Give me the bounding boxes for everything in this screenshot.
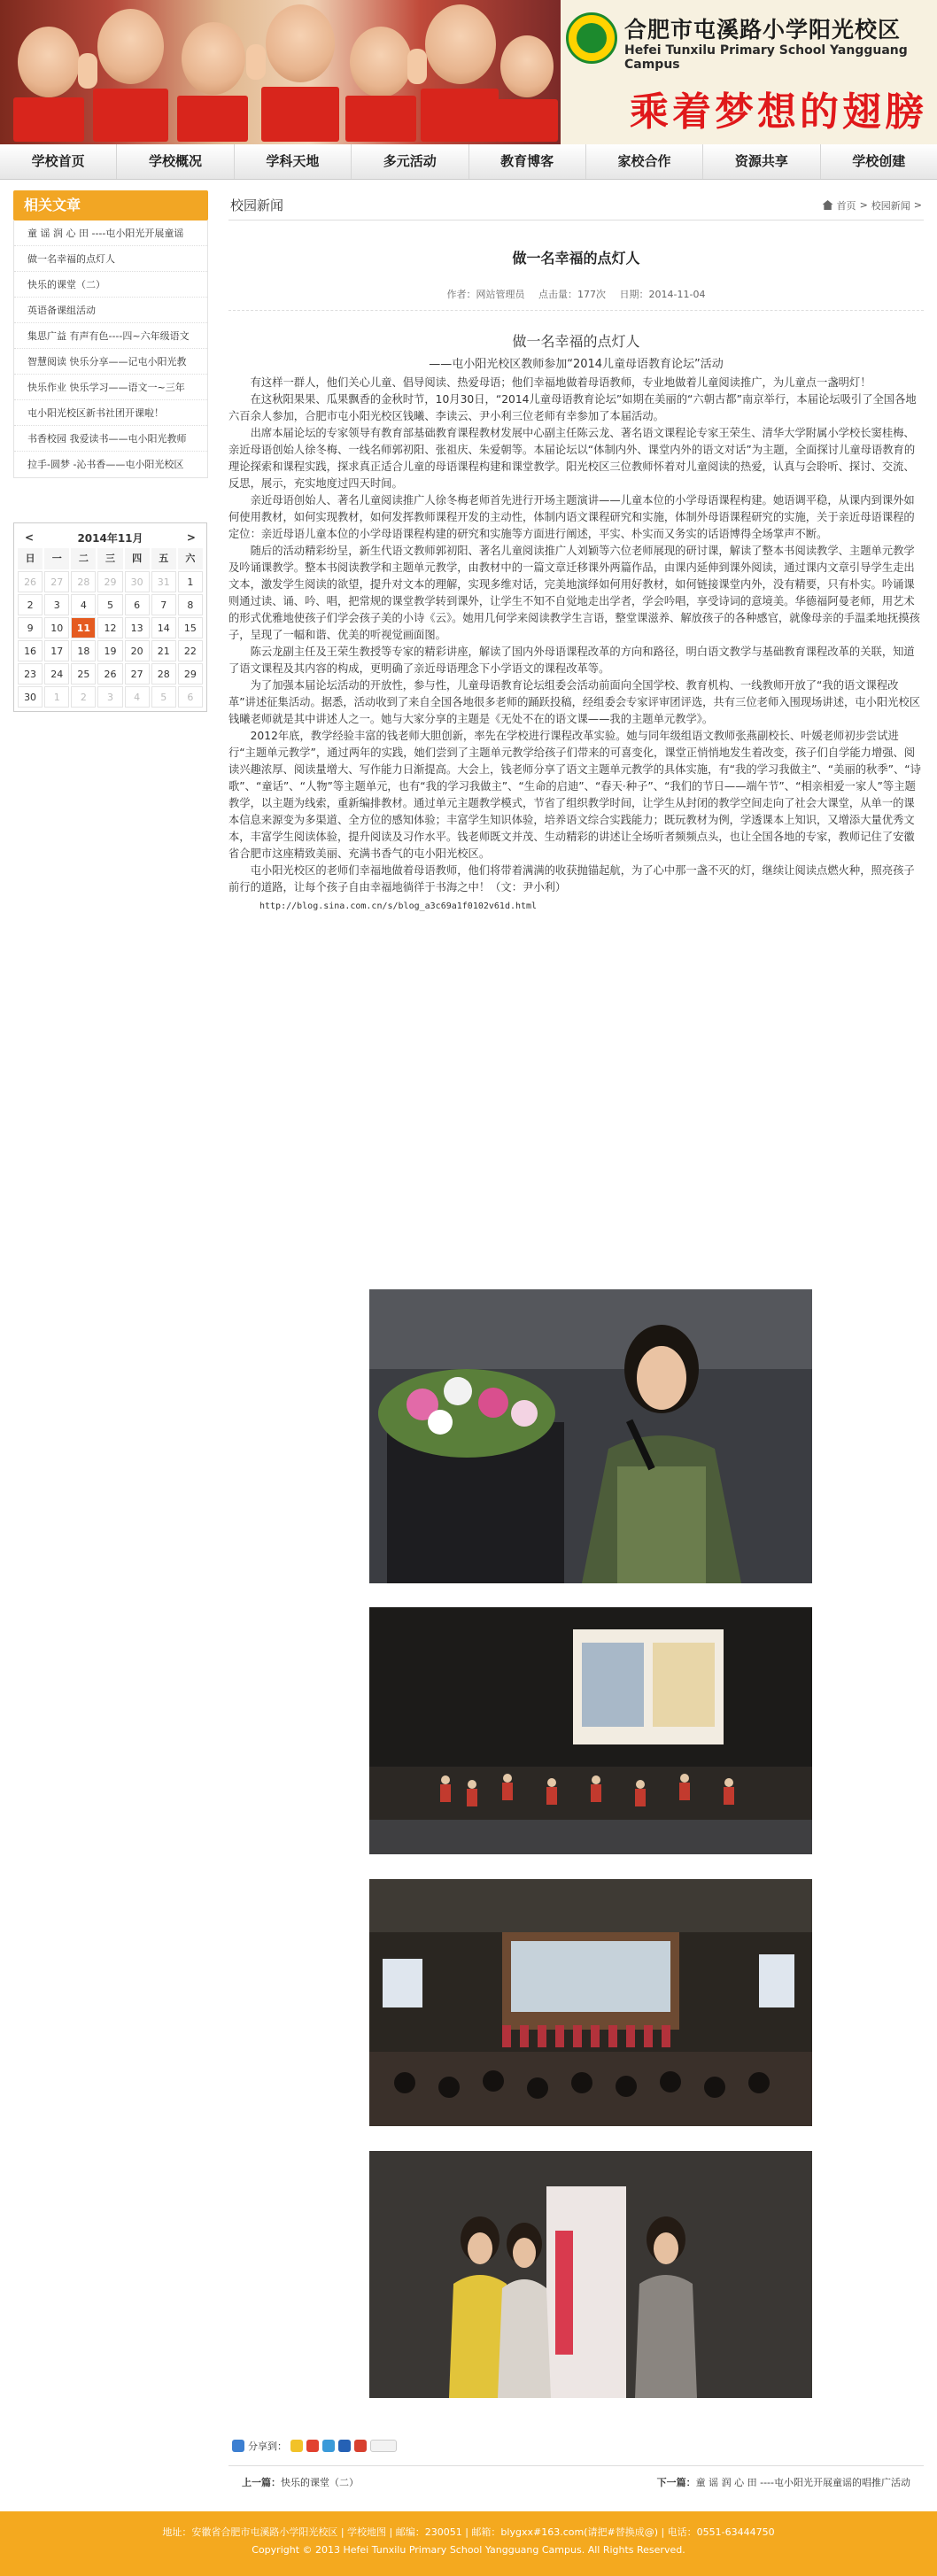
source-url[interactable]: http://blog.sina.com.cn/s/blog_a3c69a1f0102v61d.html [259,901,538,911]
related-article-link[interactable]: 智慧阅读 快乐分享——记屯小阳光教 [14,349,207,375]
calendar-day[interactable]: 22 [178,640,203,661]
article-paragraph: 为了加强本届论坛活动的开放性，参与性，儿童母语教育论坛组委会活动前面向全国学校、教育机构、一线教师开放了“我的语文课程改革”讲述征集活动。据悉，活动收到了来自全国各地很多老师的踊跃投稿，经组委会专家评审团评选，共有三位老师入围现场讲述，屯小阳光校区钱曦老师就是其中讲述人之一。她与大家分享的主题是《无处不在的语文课——我的主题单元教学》。 [228,679,921,725]
related-articles-list [13,220,208,478]
related-article-link[interactable]: 做一名幸福的点灯人 [14,246,207,272]
article-subheading: ——屯小阳光校区教师参加“2014儿童母语教育论坛”活动 [429,358,724,371]
tencent-weibo-share-icon[interactable] [322,2440,335,2452]
calendar-day[interactable]: 4 [71,594,96,615]
article-pager [228,2465,924,2498]
calendar-day[interactable]: 14 [151,617,176,638]
calendar-day[interactable]: 12 [97,617,122,638]
header-banner-photo [0,0,561,144]
calendar-weekday: 一 [44,548,69,569]
calendar-day[interactable]: 8 [178,594,203,615]
next-article [657,2475,910,2489]
footer-copyright: Copyright © 2013 Hefei Tunxilu Primary School Yangguang Campus. All Rights Reserved. [252,2544,685,2556]
calendar-day[interactable]: 18 [71,640,96,661]
kaixin-share-icon[interactable] [354,2440,367,2452]
calendar-day[interactable]: 30 [125,571,150,592]
calendar-day[interactable]: 13 [125,617,150,638]
related-article-link[interactable]: 屯小阳光校区新书社团开课啦！ [14,400,207,426]
calendar-day[interactable]: 20 [125,640,150,661]
calendar-next-button[interactable]: > [186,531,196,544]
prev-label: 上一篇： [242,2477,281,2488]
calendar-day[interactable]: 2 [18,594,43,615]
home-icon [823,200,833,210]
calendar-day[interactable]: 26 [97,663,122,685]
calendar-day[interactable]: 21 [151,640,176,661]
article-paragraph: 出席本届论坛的专家领导有教育部基础教育课程教材发展中心副主任陈云龙、著名语文课程论专家王荣生、清华大学附属小学校长窦桂梅、亲近母语创始人徐冬梅、一线名师郭初阳、张祖庆、朱爱朝等。本届论坛以“体制内外、课堂内外的语文对话”为主题，全面探讨儿童母语教育的理论探索和课程实践，探求真正适合儿童的母语课程构建和课堂教学。阳光校区三位教师怀着对儿童阅读的热爱，认真与会聆听、探讨、交流、反思，展示，充实地度过四天时间。 [228,427,916,490]
calendar-day[interactable]: 15 [178,617,203,638]
calendar-day[interactable]: 31 [151,571,176,592]
calendar-weekday: 四 [125,548,150,569]
calendar-day[interactable]: 30 [18,686,43,708]
article-meta [228,287,924,311]
school-name-en: Hefei Tunxilu Primary School Yangguang Campus [624,43,908,72]
article-author: 作者：网站管理员 [446,289,525,300]
nav-blog[interactable]: 教育博客 [469,144,586,179]
slogan: 乘着梦想的翅膀 [630,89,927,135]
article-heading: 做一名幸福的点灯人 [512,333,640,350]
nav-overview[interactable]: 学校概况 [117,144,234,179]
calendar-day[interactable]: 24 [44,663,69,685]
school-name-cn: 合肥市屯溪路小学阳光校区 [624,17,902,43]
section-title: 校园新闻 [230,197,284,213]
calendar-day[interactable]: 7 [151,594,176,615]
article-paragraph: 随后的活动精彩纷呈，新生代语文教师郭初阳、著名儿童阅读推广人刘颖等六位老师展现的研讨课，解读了整本书阅读教学、主题单元教学及吟诵课教学。整本书阅读教学和主题单元教学，由教材中的一篇文章迁移课外两篇作品，由课内延伸到课外阅读，通过课内文章引导学生走出文本，激发学生阅读的欲望，提升对文本的理解，实现多维对话，完美地演绎如何用好教材，如何链接课堂内外，没有精要，只有朴实。吟诵课则通过读、诵、吟、唱，把常规的课堂教学转到课外，让学生不知不自觉地走出学者，学会吟唱，享受诗词的意境美。华德福阿曼老师，用艺术的形式优雅地使孩子们学会孩子美的小诗《云》。她用几何学来阅读教学生言语，整堂课滋养、解放孩子的各种感官，就像母亲的手温柔地抚摸孩子，呈现了一幅和谐、优美的听视觉画面图。 [228,545,920,641]
related-article-link[interactable]: 书香校园 我爱读书——屯小阳光教师 [14,426,207,452]
calendar-day[interactable]: 27 [125,663,150,685]
calendar-day[interactable]: 6 [125,594,150,615]
article-paragraph: 屯小阳光校区的老师们幸福地做着母语教师，他们将带着满满的收获抛锚起航，为了心中那一盏不灭的灯，继续让阅读点燃火种，照亮孩子前行的道路，让每个孩子自由幸福地徜徉于书海之中！（文：尹小利） [228,864,915,893]
article-paragraph: 在这秋阳果果、瓜果飘香的金秋时节，10月30日，“2014儿童母语教育论坛”如期在美丽的“六朝古都”南京举行，本届论坛吸引了全国各地六百余人参加，合肥市屯小阳光校区钱曦、李读云、尹小利三位老师有幸参加了本届活动。 [228,393,917,422]
calendar-day[interactable]: 1 [44,686,69,708]
article-photo-auditorium [369,1879,812,2126]
next-article-link[interactable]: 童 谣 润 心 田 ----屯小阳光开展童谣的唱推广活动 [695,2477,910,2488]
footer-contact: 地址：安徽省合肥市屯溪路小学阳光校区 | 学校地图 | 邮编：230051 | 邮箱：blygxx#163.com(请把#替换成@) | 电话：0551-63444750 [162,2526,775,2538]
article-photo-speaker [369,1289,812,1583]
article-paragraph: 2012年底，教学经验丰富的钱老师大胆创新，率先在学校进行课程改革实验。她与同年级组语文教师张燕副校长、叶媛老师初步尝试进行“主题单元教学”，通过两年的实践，她们尝到了主题单元教学给孩子们带来的可喜变化，课堂正悄悄地发生着改变，孩子们自学能力增强、阅读兴趣浓厚、阅读量增大、写作能力日渐提高。大会上，钱老师分享了语文主题单元教学的具体实施，有“我的学习我做主”、“美丽的秋季”、“诗歌”、“童话”、“人物”等主题单元，也有“我的学习我做主”、“生命的启迪”、“春天·种子”、“我们的节日——端午节”、“相亲相爱一家人”等主题教学，以主题为线索，重新编排教材。通过单元主题教学模式，节省了组织教学时间，让学生从封闭的教学空间走向了社会大课堂，从单一的课本信息来源变为多渠道、全方位的感知体验；丰富学生知识体验，培养语文综合实践能力；既玩教材为例，学透课本上知识，又增添大量优秀文本，丰富学生阅读体验，提升阅读及习作水平。钱老师既文并茂、生动精彩的讲述让全场听者频频点头，也让全国各地的专家，教师记住了安徽省合肥市这座精致美丽、充满书香气的屯小阳光校区。 [228,730,921,860]
nav-subjects[interactable]: 学科天地 [235,144,352,179]
calendar-day[interactable]: 5 [151,686,176,708]
share-label: 分享到： [248,2441,287,2452]
related-article-link[interactable]: 童 谣 润 心 田 ----屯小阳光开展童谣 [14,220,207,246]
main-nav [0,144,937,180]
related-articles-title: 相关文章 [13,190,208,220]
calendar-day[interactable]: 26 [18,571,43,592]
calendar-day[interactable]: 5 [97,594,122,615]
section-header [228,190,924,220]
calendar-day-today[interactable]: 11 [71,617,96,638]
sidebar [13,190,208,478]
weibo-share-icon[interactable] [306,2440,319,2452]
article-body [228,375,924,896]
calendar-day[interactable]: 17 [44,640,69,661]
calendar-day[interactable]: 4 [125,686,150,708]
related-article-link[interactable]: 快乐作业 快乐学习——语文一~三年 [14,375,207,400]
renren-share-icon[interactable] [338,2440,351,2452]
nav-creation[interactable]: 学校创建 [852,153,906,169]
share-bar [232,2439,397,2453]
calendar-day[interactable]: 3 [97,686,122,708]
calendar-day[interactable]: 19 [97,640,122,661]
calendar-day[interactable]: 28 [71,571,96,592]
prev-article-link[interactable]: 快乐的课堂（二） [281,2477,359,2488]
calendar-day[interactable]: 1 [178,571,203,592]
article-paragraph: 陈云龙副主任及王荣生教授等专家的精彩讲座，解读了国内外母语课程改革的方向和路径，明白语文教学与基础教育课程改革的关联，知道了语文课程及其内容的构成，更明确了亲近母语理念下小学语文的课程改革等。 [228,646,915,675]
calendar-day[interactable]: 3 [44,594,69,615]
site-header [0,0,937,144]
related-article-link[interactable]: 集思广益 有声有色----四~六年级语文 [14,323,207,349]
header-branding [561,0,937,144]
calendar-day[interactable]: 27 [44,571,69,592]
calendar-widget [13,522,207,712]
calendar-grid [18,548,203,708]
main-content [228,190,924,911]
breadcrumb-current[interactable]: 校园新闻 [871,199,910,212]
calendar-weekday: 日 [18,548,43,569]
related-article-link[interactable]: 快乐的课堂（二） [14,272,207,298]
article-clicks: 点击量：177次 [538,289,607,300]
article-photo-classroom-slide [369,1607,812,1854]
nav-resources[interactable]: 资源共享 [703,144,820,179]
qzone-share-icon[interactable] [290,2440,303,2452]
calendar-day[interactable]: 6 [178,686,203,708]
next-label: 下一篇： [656,2477,696,2488]
share-count-icon [370,2440,397,2452]
breadcrumb-home[interactable]: 首页 [836,199,856,212]
calendar-day[interactable]: 28 [151,663,176,685]
breadcrumb-trail: > [913,199,922,211]
article-paragraph: 亲近母语创始人、著名儿童阅读推广人徐冬梅老师首先进行开场主题演讲——儿童本位的小学母语课程构建。她语调平稳，从课内到课外如何使用教材，如何实现教材，如何发挥教师课程开发的主动性，体制内语文课程研究和实施，体制外母语课程研究的实施，关于亲近母语课程的定位：亲近母语儿童本位的小学母语课程构建的研究和实施等方面进行阐述，平实、朴实而又务实的话语博得全场掌声不断。 [228,494,915,540]
calendar-day[interactable]: 2 [71,686,96,708]
calendar-weekday: 六 [178,548,203,569]
calendar-day[interactable]: 25 [71,663,96,685]
calendar-prev-button[interactable]: < [25,531,35,544]
article-photo-teachers-banner [369,2151,812,2398]
calendar-day[interactable]: 23 [18,663,43,685]
prev-article [242,2475,359,2489]
calendar-weekday: 二 [71,548,96,569]
calendar-day[interactable]: 10 [44,617,69,638]
article-title: 做一名幸福的点灯人 [512,250,640,267]
calendar-day[interactable]: 9 [18,617,43,638]
article-date: 日期：2014-11-04 [619,289,706,300]
related-article-link[interactable]: 拉手-圆梦 -沁书香——屯小阳光校区 [27,459,184,470]
calendar-weekday: 五 [151,548,176,569]
site-footer [0,2511,937,2576]
school-logo [566,12,617,64]
calendar-day[interactable]: 29 [178,663,203,685]
share-plus-icon[interactable] [232,2440,244,2452]
related-article-link[interactable]: 英语备课组活动 [14,298,207,323]
calendar-month-title: 2014年11月 [77,531,143,545]
breadcrumb-sep: > [859,199,868,211]
article-paragraph: 有这样一群人，他们关心儿童、倡导阅读、热爱母语；他们幸福地做着母语教师，专业地做着儿童阅读推广，为儿童点一盏明灯！ [250,376,871,389]
calendar-day[interactable]: 16 [18,640,43,661]
nav-home-school[interactable]: 家校合作 [586,144,703,179]
nav-home[interactable]: 学校首页 [0,144,117,179]
calendar-weekday: 三 [97,548,122,569]
calendar-day[interactable]: 29 [97,571,122,592]
calendar-header [18,527,203,548]
nav-activities[interactable]: 多元活动 [352,144,468,179]
breadcrumb [823,198,922,213]
